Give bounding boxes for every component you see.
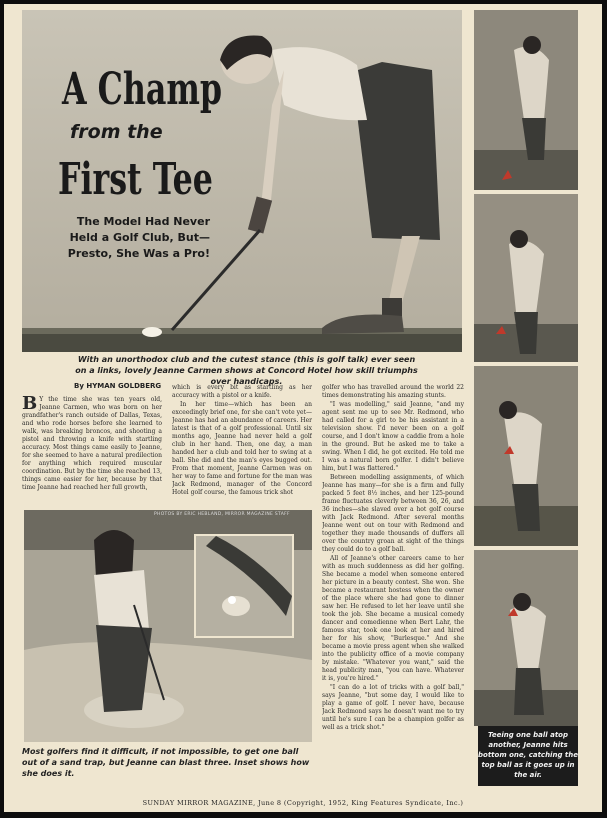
column-2-para-1: which is every bit as startling as her accuracy with a pistol or a knife.	[172, 384, 312, 399]
sequence-photo-4	[474, 550, 578, 726]
headline-line1: A Champ	[62, 64, 223, 115]
column-1-text: Y the time she was ten years old, Jeanne Carmen, who was born on her grandfather's ranch outside of Dallas, Texas, and who rode horses before she learned to walk, was breaking broncos, and shooting a pistol and throwing a knife with startling accuracy. Most things came easily to Jeanne, for she seemed to have a natural predilection for anything which required muscular coordination. But by the time she reached 13, things came easier for her, because by that time Jeanne had reached her full growth,	[22, 396, 162, 491]
column-3-para-5: "I can do a lot of tricks with a golf ball," says Jeanne, "but some day, I would like to play a game of golf. I never have, because Jack Redmond says he doesn't want me to try until he's sure I can be a champion golfer as well as a trick shot."	[322, 684, 464, 731]
column-3-para-3: Between modelling assignments, of which Jeanne has many—for she is a firm and fully packed 5 feet 8½ inches, and her 125-pound frame fluctuates cleverly between 36, 26, and 36 inches—she slaved over a hot golf course with Jack Redmond. After several months Jeanne went out on tour with Redmond and together they made thousands of duffers all over the country groan at sight of the things they could do to a golf ball.	[322, 474, 464, 553]
article-column-1	[22, 396, 162, 508]
sequence-photo-3	[474, 366, 578, 546]
headline-line3: First Tee	[58, 154, 213, 205]
headline-line2: from the	[70, 121, 163, 143]
sand-trap-caption: Most golfers find it difficult, if not impossible, to get one ball out of a sand trap, but Jeanne can blast three. Inset shows how she does it.	[22, 747, 310, 778]
inset-photo	[194, 534, 294, 638]
page-footer: SUNDAY MIRROR MAGAZINE, June 8 (Copyright, 1952, King Features Syndicate, Inc.)	[142, 799, 464, 807]
sequence-photo-2	[474, 194, 578, 362]
photo-credit: PHOTOS BY ERIC HEBLAND, MIRROR MAGAZINE STAFF	[154, 512, 290, 517]
byline: By HYMAN GOLDBERG	[74, 382, 162, 390]
column-3-para-2: "I was modelling," said Jeanne, "and my agent sent me up to see Mr. Redmond, who had called for a girl to be his assistant in a television show. I'd never been on a golf course, and I don't know a caddie from a hole in the ground. But he asked me to take a swing. When I did, he got excited. He told me I was a natural born golfer. I didn't believe him, but I was flattered."	[322, 401, 464, 472]
column-2-para-2: In her time—which has been an exceedingly brief one, for she can't vote yet—Jeanne has had an abundance of careers. Her latest is that of a golf professional. Until six months ago, Jeanne had never held a golf club in her hand. Then, one day, a man handed her a club and told her to swing at a ball. She did and the man's eyes bugged out. From that moment, Jeanne Carmen was on her way to fame and fortune for the man was Jack Redmond, manager of the Concord Hotel golf course, the famous trick shot	[172, 401, 312, 496]
sequence-caption: Teeing one ball atop another, Jeanne hits bottom one, catching the top ball as it goes up in the air.	[478, 726, 578, 786]
magazine-page	[4, 4, 602, 812]
main-photo-caption: With an unorthodox club and the cutest stance (this is golf talk) ever seen on a links, lovely Jeanne Carmen shows at Concord Hotel how skill triumphs over handicaps.	[75, 355, 418, 386]
sequence-photo-1	[474, 10, 578, 190]
subheadline: The Model Had Never Held a Golf Club, But— Presto, She Was a Pro!	[67, 215, 210, 260]
column-3-para-4: All of Jeanne's other careers came to her with as much suddenness as did her golfing. She became a model when someone entered her picture in a beauty contest. She won. She became a restaurant hostess when the owner of the place where she had gone to dinner saw her. He refused to let her leave until she took the job. She became a musical comedy dancer and comedienne when Bert Lahr, the famous star, took one look at her and hired her for his show, "Burlesque." And she became a movie press agent when she walked into the publicity office of a movie company by mistake. "Whatever you want," said the head publicity man, "you can have. Whatever it is, you're hired."	[322, 555, 464, 682]
article-column-3	[322, 384, 464, 782]
drop-cap: B	[22, 396, 38, 414]
article-column-2	[172, 384, 312, 508]
column-3-para-1: golfer who has travelled around the world 22 times demonstrating his amazing stunts.	[322, 384, 464, 399]
